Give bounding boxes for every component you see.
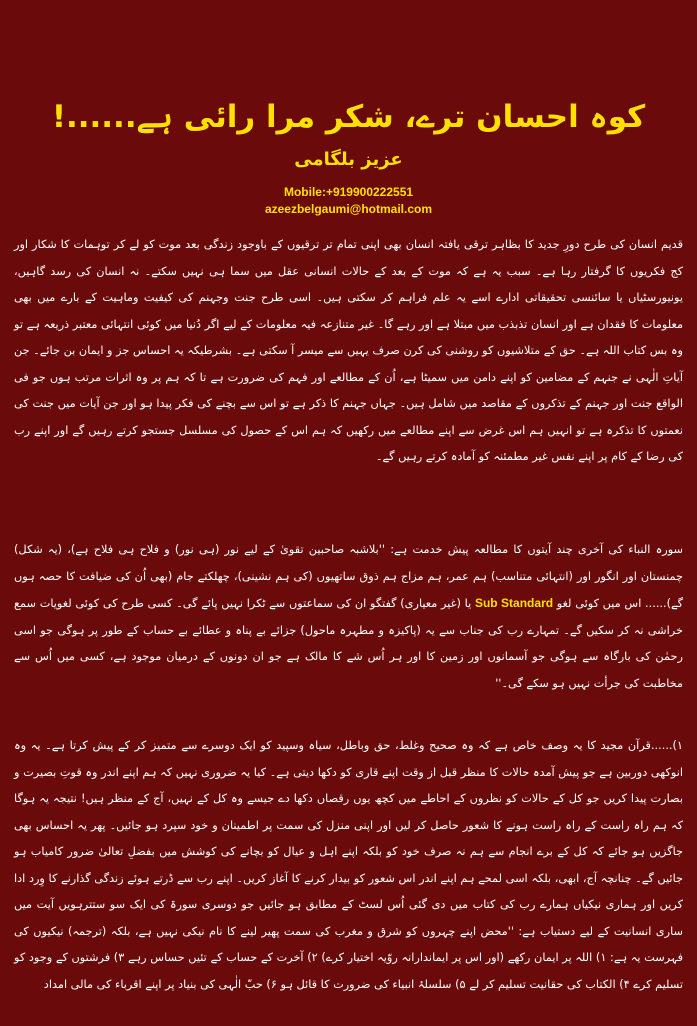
paragraph-1: قدیم انسان کی طرح دورِ جدید کا بظاہر ترقی یافتہ انسان بھی اپنی تمام تر ترقیوں کے باوجود زندگی بعد موت کو لے کر توہمات کا شکار اور کج فکریوں کا گرفتار رہا ہے۔ سبب یہ ہے کہ موت کے بعد کے حالات انسانی عقل میں سما ہی نہیں سکتے۔ نہ انسان کی رسد گاہیں، یونیورسٹیاں یا سائنسی تحقیقاتی ادارے اسے یہ علم فراہم کر سکتی ہیں۔ اسی طرح جنت وجہنم کی کیفیت وماہیت کے بارے میں بھی معلومات کا فقدان ہے اور انسان تذبذب میں مبتلا ہے اور رہے گا۔ غیر متنازعہ فیہ معلومات کے لیے اگر دُنیا میں کوئی انتہائی معتبر ذریعہ ہے تو وہ بس کتاب اللہ ہے۔ حق کے متلاشیوں کو روشنی کی کرن صرف یہیں سے میسر آ سکتی ہے۔ بشرطیکہ یہ احساس جز و ایمان بن جائے۔ جن آیاتِ الٰہی نے جنہم کے مضامین کو اپنے دامن میں سمیٹا ہے، اُن کے مطالعے اور فہم کی ضرورت ہے تا کہ ہم پر وہ اثرات مرتب ہوں جو فی الواقع جنت اور جہنم کے تذکروں کے مقاصد میں شامل ہیں۔ جہاں جہنم کا ذکر ہے تو اس سے بچنے کی فکر پیدا ہو اور جن آیات میں جنت کی نعمتوں کا تذکرہ ہے تو انہیں ہم اس غرض سے اپنے مطالعے میں رکھیں کہ ہم اس کے حصول کی مسلسل جستجو کرتے رہیں گے اور اپنے رب کی رضا کے کام پر اپنے نفس غیر مطمئنہ کو آمادہ کرتے رہیں گے۔ xyxy=(14,238,683,463)
author-email[interactable]: azeezbelgaumi@hotmail.com xyxy=(264,202,433,216)
paragraph-2 xyxy=(14,537,683,697)
author-mobile: Mobile:+919900222551 xyxy=(283,185,414,199)
latin-term: Sub Standard xyxy=(474,596,554,610)
paragraph-3: ۱)......قرآن مجید کا یہ وصف خاص ہے کہ وہ صحیح وغلط، حق وباطل، سیاہ وسپید کو ایک دوسرے سے متمیز کر کے پیش کرتا ہے۔ یہ وہ انوکھی دوربین ہے جو پیش آمدہ حالات کا منظر قبل از وقت اپنے قاری کو دکھا دیتی ہے۔ کیا یہ ضروری نہیں کہ ہم اپنے اندر وہ قوتِ بصیرت و بصارت پیدا کریں جو کل کے حالات کو نظروں کے احاطے میں کچھ یوں رقصاں دکھا دے جیسے وہ کل کے نہیں، آج کے منظر ہیں! نتیجہ یہ ہوگا کہ ہم راہ راست کے راہ راست ہونے کا شعور حاصل کر لیں اور اپنی منزل کی سمت پر اطمینان و خود سپرد ہو جائیں۔ پھر یہ احساس بھی جاگزیں ہو جائے کہ کل کے برے انجام سے ہم نہ صرف خود کو بلکہ اپنے اہل و عیال کو بچانے کی کوشش میں بفضلِ تعالیٰ ضرور کامیاب ہو جائیں گے۔ چنانچہ آج، ابھی، بلکہ اسی لمحے ہم اپنے اندر اس شعور کو بیدار کرنے کا آغاز کریں۔ اپنے رب سے ڈرتے ہوئے زندگی گذارنے کا وِرد ادا کریں اور ہماری نیکیاں ہمارے رب کی کتاب میں دی گئی اُس لسٹ کے مطابق ہو جائیں جو دوسری سورۃ کی ایک سو ستترہویں آیت میں ساری انسانیت کے لیے دستیاب ہے: ''محض اپنے چہروں کو شرق و مغرب کی سمت پھیر لینے کا نام نیکی نہیں ہے، بلکہ (ترجمہ) نیکیوں کی فہرست یہ ہے: ۱) اللہ پر ایمان رکھے (اور اس پر ایماندارانہ روّیہ اختیار کرے) ۲) آخرت کے حساب کے تئیں حساس رہے ۳) فرشتوں کے وجود کو تسلیم کرے ۴) الکتاب کی حقانیت تسلیم کر لے ۵) سلسلۂ انبیاء کی ضرورت کا قائل ہو ۶) حبّ الٰہی کی بنیاد پر اپنے اقرباء کی مالی امداد xyxy=(14,739,683,991)
article-title: کوہ احسان ترے، شکر مرا رائی ہے......! xyxy=(51,99,646,135)
paragraph-2-text: سورہ النباء کی آخری چند آیتوں کا مطالعہ پیش خدمت ہے: ''بلاشبہ صاحبین تقویٰ کے لیے نور (ہی نور) و فلاح ہی فلاح ہے)، (یہ شکل) چمنستان اور انگور اور (انتہائی متناسب) ہم عمر، ہم مزاج ہم ذوق ساتھیوں (کی ہم نشینی)، چھلکتے جام (بھی اُن کی ضیافت کا حصہ ہوں گے)...... اس میں کوئی لغو Sub Standard یا (غیر معیاری) گفتگو ان کی سماعتوں سے ٹکرا نہیں پائے گی۔ کسی طرح کی کوئی لغویات سمع خراشی نہ کر سکیں گے۔ تمہارے رب کی جناب سے یہ (پاکیزہ و مطہرہ ماحول) جزائے بے پناہ و عطائے بے حساب کے طور پر ہوگی جو اسی رحمٰن کی بارگاہ سے ہوگی جو آسمانوں اور زمین کا اور ہر اُس شے کا مالک ہے جو ان دونوں کے درمیان موجود ہے، کسی میں اُس سے مخاطبت کی جرأت نہیں ہو سکے گی۔'' xyxy=(14,543,683,690)
author-name: عزیز بلگامی xyxy=(294,149,403,170)
